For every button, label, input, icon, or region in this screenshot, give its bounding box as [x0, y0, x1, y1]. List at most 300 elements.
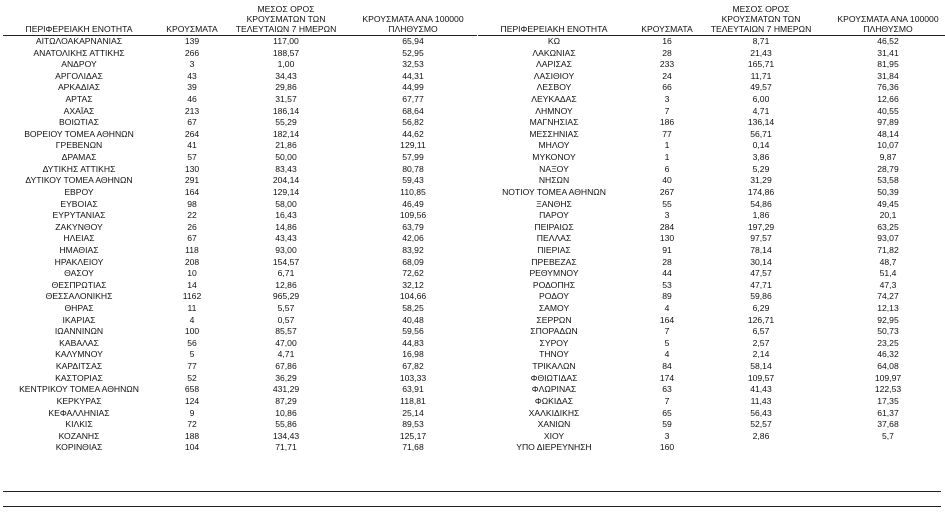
cases-cell: 11 [187, 303, 197, 314]
region-cell: ΡΕΘΥΜΝΟΥ [529, 268, 579, 279]
per100k-cell: 37,68 [877, 419, 899, 430]
cases-cell: 160 [659, 442, 675, 453]
table-row [478, 349, 945, 361]
region-cell: ΔΡΑΜΑΣ [61, 152, 97, 163]
mean7-cell: 21,43 [750, 47, 772, 58]
per100k-cell: 42,06 [402, 233, 424, 244]
table-row [478, 140, 945, 152]
mean7-cell: 55,29 [275, 117, 297, 128]
per100k-cell: 118,81 [400, 395, 426, 406]
mean7-cell: 56,43 [750, 407, 772, 418]
per100k-cell: 80,78 [402, 163, 424, 174]
region-cell: ΡΟΔΟΠΗΣ [532, 279, 576, 290]
table-row [3, 199, 477, 211]
cases-cell: 124 [184, 395, 200, 406]
mean7-cell: 10,86 [275, 407, 297, 418]
per100k-cell: 125,17 [399, 430, 427, 441]
cases-cell: 77 [662, 128, 672, 139]
region-cell: ΝΗΣΩΝ [538, 175, 570, 186]
cases-cell: 186 [659, 117, 675, 128]
mean7-cell: 59,86 [750, 291, 772, 302]
table-row [478, 419, 945, 431]
header-cases: ΚΡΟΥΣΜΑΤΑ [166, 24, 218, 34]
region-cell: ΥΠΟ ΔΙΕΡΕΥΝΗΣΗ [516, 442, 592, 453]
mean7-cell: 47,00 [275, 337, 297, 348]
mean7-cell: 52,57 [750, 419, 772, 430]
cases-cell: 84 [662, 361, 672, 372]
region-cell: ΕΥΡΥΤΑΝΙΑΣ [52, 210, 106, 221]
region-cell: ΜΑΓΝΗΣΙΑΣ [529, 117, 579, 128]
region-cell: ΚΑΡΔΙΤΣΑΣ [55, 361, 103, 372]
mean7-cell: 965,29 [272, 291, 300, 302]
table-row [478, 117, 945, 129]
per100k-cell: 109,56 [399, 210, 427, 221]
per100k-cell: 67,82 [402, 361, 424, 372]
per100k-cell: 16,98 [402, 349, 424, 360]
mean7-cell: 126,71 [747, 314, 775, 325]
cases-cell: 164 [659, 314, 675, 325]
region-cell: ΣΠΟΡΑΔΩΝ [530, 326, 578, 337]
per100k-cell: 32,12 [402, 279, 424, 290]
cases-cell: 55 [662, 198, 672, 209]
cases-cell: 24 [662, 70, 672, 81]
region-cell: ΧΑΛΚΙΔΙΚΗΣ [528, 407, 580, 418]
cases-cell: 174 [659, 372, 675, 383]
cases-cell: 98 [187, 198, 197, 209]
cases-cell: 56 [187, 337, 197, 348]
mean7-cell: 16,43 [275, 210, 297, 221]
per100k-cell: 47,3 [879, 279, 897, 290]
cases-cell: 53 [662, 279, 672, 290]
mean7-cell: 78,14 [750, 244, 772, 255]
cases-cell: 28 [662, 47, 672, 58]
cases-cell: 233 [659, 59, 675, 70]
mean7-cell: 47,71 [750, 279, 772, 290]
cases-cell: 16 [662, 36, 672, 46]
mean7-cell: 431,29 [272, 384, 300, 395]
header-cases: ΚΡΟΥΣΜΑΤΑ [641, 24, 693, 34]
per100k-cell: 63,91 [402, 384, 424, 395]
mean7-cell: 56,71 [750, 128, 772, 139]
cases-cell: 7 [664, 395, 670, 406]
mean7-cell: 174,86 [747, 186, 775, 197]
per100k-cell: 76,36 [877, 82, 899, 93]
region-cell: ΠΡΕΒΕΖΑΣ [531, 256, 577, 267]
mean7-cell: 117,00 [273, 36, 299, 46]
region-cell: ΚΕΝΤΡΙΚΟΥ ΤΟΜΕΑ ΑΘΗΝΩΝ [19, 384, 139, 395]
mean7-cell: 6,71 [277, 268, 295, 279]
mean7-cell: 47,57 [750, 268, 772, 279]
cases-cell: 7 [664, 326, 670, 337]
table-row [3, 36, 477, 48]
table-row [3, 373, 477, 385]
per100k-cell: 31,84 [877, 70, 899, 81]
mean7-cell: 1,00 [277, 59, 295, 70]
per100k-cell: 59,43 [402, 175, 424, 186]
cases-cell: 4 [664, 349, 670, 360]
mean7-cell: 36,29 [275, 372, 297, 383]
per100k-cell: 28,79 [877, 163, 899, 174]
table-row [478, 94, 945, 106]
region-cell: ΣΥΡΟΥ [539, 337, 569, 348]
table-row [478, 315, 945, 327]
table-row [3, 268, 477, 280]
per100k-cell: 64,08 [877, 361, 899, 372]
table-row [478, 280, 945, 292]
table-row [3, 71, 477, 83]
table-row [478, 291, 945, 303]
mean7-cell: 1,86 [752, 210, 770, 221]
mean7-cell: 41,43 [750, 384, 772, 395]
cases-cell: 3 [664, 210, 670, 221]
per100k-cell: 68,64 [402, 105, 424, 116]
table-row [3, 291, 477, 303]
table-row [3, 94, 477, 106]
cases-cell: 213 [184, 105, 200, 116]
mean7-cell: 97,57 [750, 233, 772, 244]
per100k-cell: 52,95 [402, 47, 424, 58]
table-row [3, 349, 477, 361]
table-row [478, 71, 945, 83]
per100k-cell: 65,94 [402, 36, 424, 46]
header-per100k: ΚΡΟΥΣΜΑΤΑ ΑΝΑ 100000 ΠΛΗΘΥΣΜΟ [362, 14, 464, 34]
region-cell: ΔΥΤΙΚΗΣ ΑΤΤΙΚΗΣ [42, 163, 116, 174]
cases-cell: 9 [189, 407, 195, 418]
per100k-cell: 12,13 [877, 303, 899, 314]
table-row [478, 175, 945, 187]
table-row [478, 257, 945, 269]
region-cell: ΓΡΕΒΕΝΩΝ [55, 140, 103, 151]
cases-cell: 3 [664, 430, 670, 441]
region-cell: ΑΡΤΑΣ [65, 94, 93, 105]
per100k-cell: 44,62 [402, 128, 424, 139]
cases-cell: 3 [189, 59, 195, 70]
region-cell: ΘΗΡΑΣ [64, 303, 94, 314]
per100k-cell: 12,66 [877, 94, 899, 105]
cases-cell: 43 [187, 70, 197, 81]
table-row [478, 268, 945, 280]
region-cell: ΚΟΡΙΝΘΙΑΣ [55, 442, 103, 453]
mean7-cell: 11,43 [750, 395, 772, 406]
region-cell: ΠΑΡΟΥ [539, 210, 569, 221]
region-cell: ΣΕΡΡΩΝ [536, 314, 572, 325]
cases-cell: 266 [184, 47, 200, 58]
region-cell: ΚΑΣΤΟΡΙΑΣ [55, 372, 103, 383]
mean7-cell: 5,29 [752, 163, 770, 174]
mean7-cell: 87,29 [275, 395, 297, 406]
table-row [3, 106, 477, 118]
mean7-cell: 30,14 [750, 256, 772, 267]
per100k-cell: 72,62 [402, 268, 424, 279]
cases-cell: 67 [187, 233, 197, 244]
region-cell: ΘΑΣΟΥ [64, 268, 94, 279]
cases-cell: 26 [187, 221, 197, 232]
table-row [478, 106, 945, 118]
table-row [478, 82, 945, 94]
region-cell: ΒΟΡΕΙΟΥ ΤΟΜΕΑ ΑΘΗΝΩΝ [24, 128, 134, 139]
table-row [3, 222, 477, 234]
mean7-cell: 109,57 [747, 372, 775, 383]
region-cell: ΡΟΔΟΥ [539, 291, 569, 302]
table-row [478, 222, 945, 234]
cases-cell: 22 [187, 210, 197, 221]
cases-cell: 52 [187, 372, 197, 383]
cases-cell: 1162 [182, 291, 202, 302]
cases-cell: 14 [187, 279, 197, 290]
mean7-cell: 134,43 [272, 430, 300, 441]
cases-cell: 39 [187, 82, 197, 93]
per100k-cell: 48,7 [879, 256, 897, 267]
cases-cell: 130 [184, 163, 200, 174]
mean7-cell: 0,57 [277, 314, 295, 325]
page-bottom-rule [3, 506, 941, 507]
table-row [3, 187, 477, 199]
per100k-cell: 44,99 [402, 82, 424, 93]
per100k-cell: 48,14 [877, 128, 899, 139]
region-cell: ΕΥΒΟΙΑΣ [60, 198, 98, 209]
mean7-cell: 165,71 [747, 59, 775, 70]
per100k-cell: 58,25 [402, 303, 424, 314]
table-row [3, 326, 477, 338]
cases-cell: 1 [664, 140, 670, 151]
per100k-cell: 53,58 [877, 175, 899, 186]
mean7-cell: 6,00 [752, 94, 770, 105]
region-cell: ΛΑΣΙΘΙΟΥ [533, 70, 575, 81]
per100k-cell: 44,31 [402, 70, 424, 81]
table-row [3, 384, 477, 396]
cases-cell: 59 [662, 419, 672, 430]
cases-cell: 104 [184, 442, 200, 453]
region-cell: ΛΑΡΙΣΑΣ [536, 59, 572, 70]
cases-cell: 7 [664, 105, 670, 116]
table-row [478, 59, 945, 71]
region-cell: ΚΩ [547, 36, 561, 46]
mean7-cell: 54,86 [750, 198, 772, 209]
table-row [478, 245, 945, 257]
region-cell: ΚΑΒΑΛΑΣ [59, 337, 99, 348]
mean7-cell: 83,43 [275, 163, 297, 174]
per100k-cell: 92,95 [877, 314, 899, 325]
region-cell: ΛΑΚΩΝΙΑΣ [532, 47, 576, 58]
cases-cell: 658 [184, 384, 200, 395]
mean7-cell: 6,29 [752, 303, 770, 314]
table-row [478, 199, 945, 211]
region-cell: ΜΕΣΣΗΝΙΑΣ [529, 128, 579, 139]
per100k-cell: 50,73 [877, 326, 899, 337]
cases-cell: 118 [185, 244, 199, 255]
header-mean7: ΜΕΣΟΣ ΟΡΟΣ ΚΡΟΥΣΜΑΤΩΝ ΤΩΝ ΤΕΛΕΥΤΑΙΩΝ 7 ΗΜΕΡΩΝ [235, 4, 337, 34]
region-cell: ΘΕΣΣΑΛΟΝΙΚΗΣ [45, 291, 113, 302]
cases-cell: 10 [187, 268, 197, 279]
table-row [478, 129, 945, 141]
table-row [3, 233, 477, 245]
cases-cell: 40 [662, 175, 672, 186]
per100k-cell: 129,11 [400, 140, 426, 151]
table-row [3, 408, 477, 420]
cases-cell: 28 [662, 256, 672, 267]
cases-cell: 1 [664, 152, 670, 163]
region-cell: ΔΥΤΙΚΟΥ ΤΟΜΕΑ ΑΘΗΝΩΝ [25, 175, 133, 186]
header-mean7: ΜΕΣΟΣ ΟΡΟΣ ΚΡΟΥΣΜΑΤΩΝ ΤΩΝ ΤΕΛΕΥΤΑΙΩΝ 7 ΗΜΕΡΩΝ [710, 4, 812, 34]
cases-cell: 77 [187, 361, 197, 372]
mean7-cell: 182,14 [272, 128, 300, 139]
cases-cell: 5 [189, 349, 195, 360]
region-cell: ΜΗΛΟΥ [538, 140, 570, 151]
mean7-cell: 4,71 [277, 349, 295, 360]
cases-cell: 6 [664, 163, 670, 174]
region-cell: ΛΗΜΝΟΥ [535, 105, 573, 116]
region-cell: ΑΡΓΟΛΙΔΑΣ [55, 70, 103, 81]
cases-cell: 57 [187, 152, 197, 163]
per100k-cell: 110,85 [400, 186, 426, 197]
mean7-cell: 31,29 [750, 175, 772, 186]
mean7-cell: 3,86 [752, 152, 770, 163]
cases-cell: 291 [184, 175, 200, 186]
per100k-cell: 68,09 [402, 256, 424, 267]
mean7-cell: 129,14 [272, 186, 300, 197]
cases-cell: 67 [187, 117, 197, 128]
per100k-cell: 46,32 [877, 349, 899, 360]
region-cell: ΝΟΤΙΟΥ ΤΟΜΕΑ ΑΘΗΝΩΝ [502, 186, 606, 197]
region-cell: ΑΙΤΩΛΟΑΚΑΡΝΑΝΙΑΣ [35, 36, 123, 46]
cases-cell: 44 [662, 268, 672, 279]
cases-cell: 4 [664, 303, 670, 314]
region-cell: ΧΑΝΙΩΝ [537, 419, 571, 430]
cases-cell: 41 [187, 140, 197, 151]
mean7-cell: 0,14 [752, 140, 770, 151]
per100k-cell: 46,49 [402, 198, 424, 209]
region-cell: ΗΜΑΘΙΑΣ [59, 244, 99, 255]
mean7-cell: 58,00 [275, 198, 297, 209]
mean7-cell: 5,57 [277, 303, 295, 314]
table-row [3, 140, 477, 152]
per100k-cell: 9,87 [879, 152, 897, 163]
region-cell: ΑΡΚΑΔΙΑΣ [57, 82, 101, 93]
table-row [478, 303, 945, 315]
mean7-cell: 136,14 [747, 117, 775, 128]
per100k-cell: 104,66 [399, 291, 427, 302]
table-row [478, 152, 945, 164]
table-left [3, 0, 477, 454]
table-row [478, 210, 945, 222]
mean7-cell: 29,86 [275, 82, 297, 93]
region-cell: ΚΙΛΚΙΣ [65, 419, 93, 430]
mean7-cell: 154,57 [272, 256, 300, 267]
cases-cell: 100 [184, 326, 200, 337]
mean7-cell: 2,86 [752, 430, 770, 441]
table-row [3, 164, 477, 176]
per100k-cell: 71,68 [402, 442, 424, 453]
mean7-cell: 2,57 [752, 337, 770, 348]
per100k-cell: 93,07 [877, 233, 899, 244]
cases-cell: 3 [664, 94, 670, 105]
mean7-cell: 204,14 [272, 175, 300, 186]
per100k-cell: 97,89 [877, 117, 899, 128]
region-cell: ΛΕΣΒΟΥ [536, 82, 572, 93]
per100k-cell: 122,53 [874, 384, 902, 395]
table-row [478, 326, 945, 338]
table-row [3, 129, 477, 141]
region-cell: ΦΩΚΙΔΑΣ [534, 395, 574, 406]
cases-cell: 66 [662, 82, 672, 93]
per100k-cell: 51,4 [879, 268, 897, 279]
table-row [3, 280, 477, 292]
per100k-cell: 40,55 [877, 105, 899, 116]
per100k-cell: 74,27 [877, 291, 899, 302]
mean7-cell: 6,57 [752, 326, 770, 337]
header-per100k: ΚΡΟΥΣΜΑΤΑ ΑΝΑ 100000 ΠΛΗΘΥΣΜΟ [837, 14, 939, 34]
table-row [478, 431, 945, 443]
mean7-cell: 43,43 [275, 233, 297, 244]
table-row [3, 152, 477, 164]
table-row [478, 408, 945, 420]
per100k-cell: 31,41 [877, 47, 899, 58]
cases-cell: 267 [659, 186, 675, 197]
per100k-cell: 83,92 [402, 244, 424, 255]
per100k-cell: 67,77 [402, 94, 424, 105]
region-cell: ΖΑΚΥΝΘΟΥ [55, 221, 103, 232]
per100k-cell: 81,95 [877, 59, 899, 70]
mean7-cell: 31,57 [275, 94, 297, 105]
table-row [478, 164, 945, 176]
region-cell: ΙΩΑΝΝΙΝΩΝ [54, 326, 104, 337]
region-cell: ΑΝΔΡΟΥ [61, 59, 97, 70]
per100k-cell: 46,52 [877, 36, 899, 46]
mean7-cell: 55,86 [275, 419, 297, 430]
region-cell: ΤΡΙΚΑΛΩΝ [532, 361, 576, 372]
mean7-cell: 49,57 [750, 82, 772, 93]
cases-cell: 91 [662, 244, 672, 255]
cases-cell: 188 [184, 430, 200, 441]
table-row [3, 210, 477, 222]
per100k-cell: 17,35 [877, 395, 899, 406]
table-row [478, 442, 945, 454]
region-cell: ΦΘΙΩΤΙΔΑΣ [530, 372, 578, 383]
region-cell: ΣΑΜΟΥ [538, 303, 570, 314]
cases-cell: 5 [664, 337, 670, 348]
mean7-cell: 197,29 [747, 221, 775, 232]
region-cell: ΗΡΑΚΛΕΙΟΥ [54, 256, 104, 267]
per100k-cell: 63,25 [877, 221, 899, 232]
region-cell: ΕΒΡΟΥ [64, 186, 94, 197]
cases-cell: 208 [184, 256, 200, 267]
per100k-cell: 23,25 [877, 337, 899, 348]
table-row [3, 257, 477, 269]
table-row [3, 338, 477, 350]
header-region: ΠΕΡΙΦΕΡΕΙΑΚΗ ΕΝΟΤΗΤΑ [500, 24, 608, 34]
mean7-cell: 2,14 [752, 349, 770, 360]
mean7-cell: 8,71 [752, 36, 770, 46]
table-row [3, 442, 477, 454]
region-cell: ΤΗΝΟΥ [539, 349, 569, 360]
table-row [3, 117, 477, 129]
cases-cell: 284 [659, 221, 675, 232]
region-cell: ΘΕΣΠΡΩΤΙΑΣ [51, 279, 107, 290]
table-row [3, 361, 477, 373]
mean7-cell: 186,14 [272, 105, 300, 116]
table-row [3, 419, 477, 431]
region-cell: ΧΙΟΥ [543, 430, 565, 441]
table-row [478, 187, 945, 199]
table-row [478, 361, 945, 373]
per100k-cell: 63,79 [402, 221, 424, 232]
mean7-cell: 34,43 [275, 70, 297, 81]
per100k-cell: 50,39 [877, 186, 899, 197]
table-row [478, 384, 945, 396]
per100k-cell: 89,53 [402, 419, 424, 430]
mean7-cell: 71,71 [275, 442, 297, 453]
region-cell: ΠΙΕΡΙΑΣ [537, 244, 571, 255]
